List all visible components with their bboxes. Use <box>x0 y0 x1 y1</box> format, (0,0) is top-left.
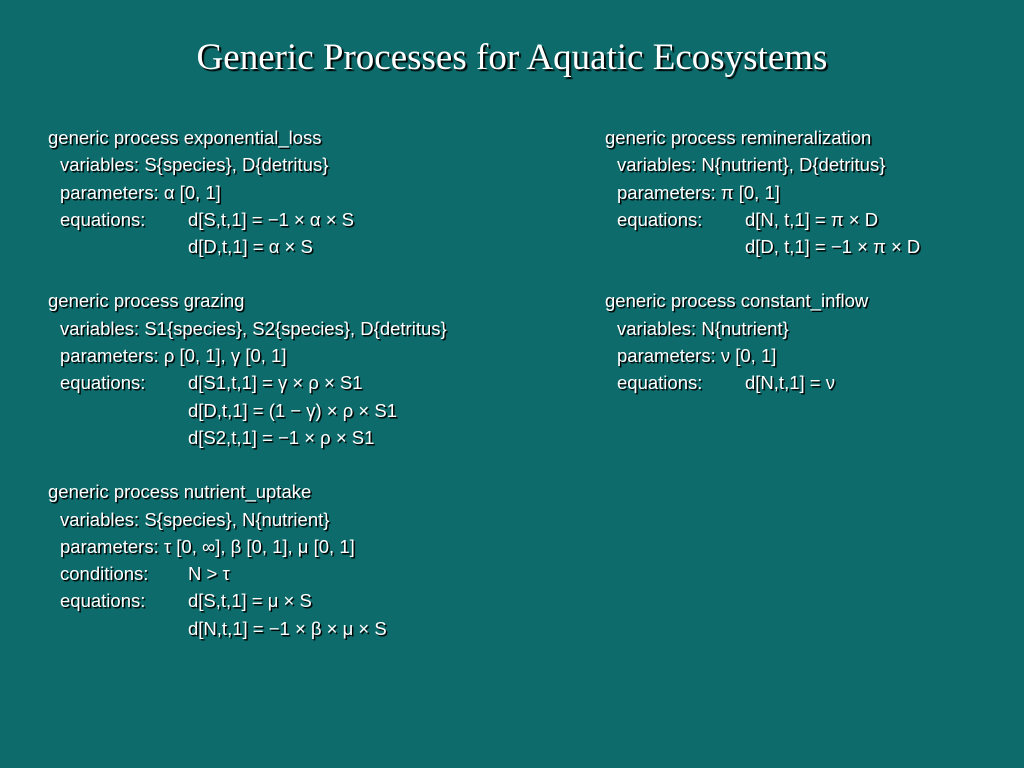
process-remineralization <box>605 124 920 260</box>
left-column <box>48 124 447 669</box>
process-parameters: parameters: α [0, 1] <box>60 181 221 203</box>
process-parameters: parameters: ρ [0, 1], γ [0, 1] <box>60 345 287 367</box>
process-variables: variables: S1{species}, S2{species}, D{detritus} <box>60 317 447 339</box>
process-variables: variables: S{species}, D{detritus} <box>60 154 329 176</box>
equation: d[S,t,1] = −1 × α × S <box>188 208 354 230</box>
process-variables: variables: N{nutrient}, D{detritus} <box>617 154 886 176</box>
process-parameters: parameters: τ [0, ∞], β [0, 1], μ [0, 1] <box>60 535 355 557</box>
equations-label: equations: <box>60 590 146 612</box>
process-parameters: parameters: π [0, 1] <box>617 181 780 203</box>
equations-label: equations: <box>617 208 703 230</box>
equation: d[N,t,1] = −1 × β × μ × S <box>188 617 387 639</box>
process-variables: variables: N{nutrient} <box>617 317 789 339</box>
equation: d[N,t,1] = ν <box>745 372 835 394</box>
equation: d[S1,t,1] = γ × ρ × S1 <box>188 372 363 394</box>
process-equation-row <box>605 206 920 233</box>
condition: N > τ <box>188 563 230 585</box>
process-header: generic process remineralization <box>605 127 872 148</box>
process-variables: variables: S{species}, N{nutrient} <box>60 508 330 530</box>
process-equation-row <box>605 369 920 396</box>
equation: d[S2,t,1] = −1 × ρ × S1 <box>188 426 375 448</box>
process-constant-inflow <box>605 287 920 396</box>
process-header: generic process grazing <box>48 290 245 312</box>
process-header: generic process exponential_loss <box>48 127 322 148</box>
process-parameters: parameters: ν [0, 1] <box>617 345 777 367</box>
process-header: generic process constant_inflow <box>605 290 869 312</box>
equation: d[D,t,1] = (1 − γ) × ρ × S1 <box>188 399 397 421</box>
process-nutrient-uptake <box>48 478 447 642</box>
process-equation-row <box>48 587 447 614</box>
equation: d[N, t,1] = π × D <box>745 208 879 230</box>
process-exponential-loss <box>48 124 447 260</box>
equations-label: equations: <box>60 208 146 230</box>
process-equation-row <box>48 206 447 233</box>
conditions-label: conditions: <box>60 563 149 585</box>
equation: d[S,t,1] = μ × S <box>188 590 312 612</box>
equation: d[D, t,1] = −1 × π × D <box>745 236 921 258</box>
equation: d[D,t,1] = α × S <box>188 236 313 258</box>
process-equation-row <box>48 369 447 396</box>
slide-title: Generic Processes for Aquatic Ecosystems <box>196 37 828 78</box>
process-header: generic process nutrient_uptake <box>48 481 312 503</box>
process-condition-row <box>48 560 447 587</box>
process-grazing <box>48 287 447 451</box>
equations-label: equations: <box>60 372 146 394</box>
right-column <box>605 124 920 424</box>
equations-label: equations: <box>617 372 703 394</box>
